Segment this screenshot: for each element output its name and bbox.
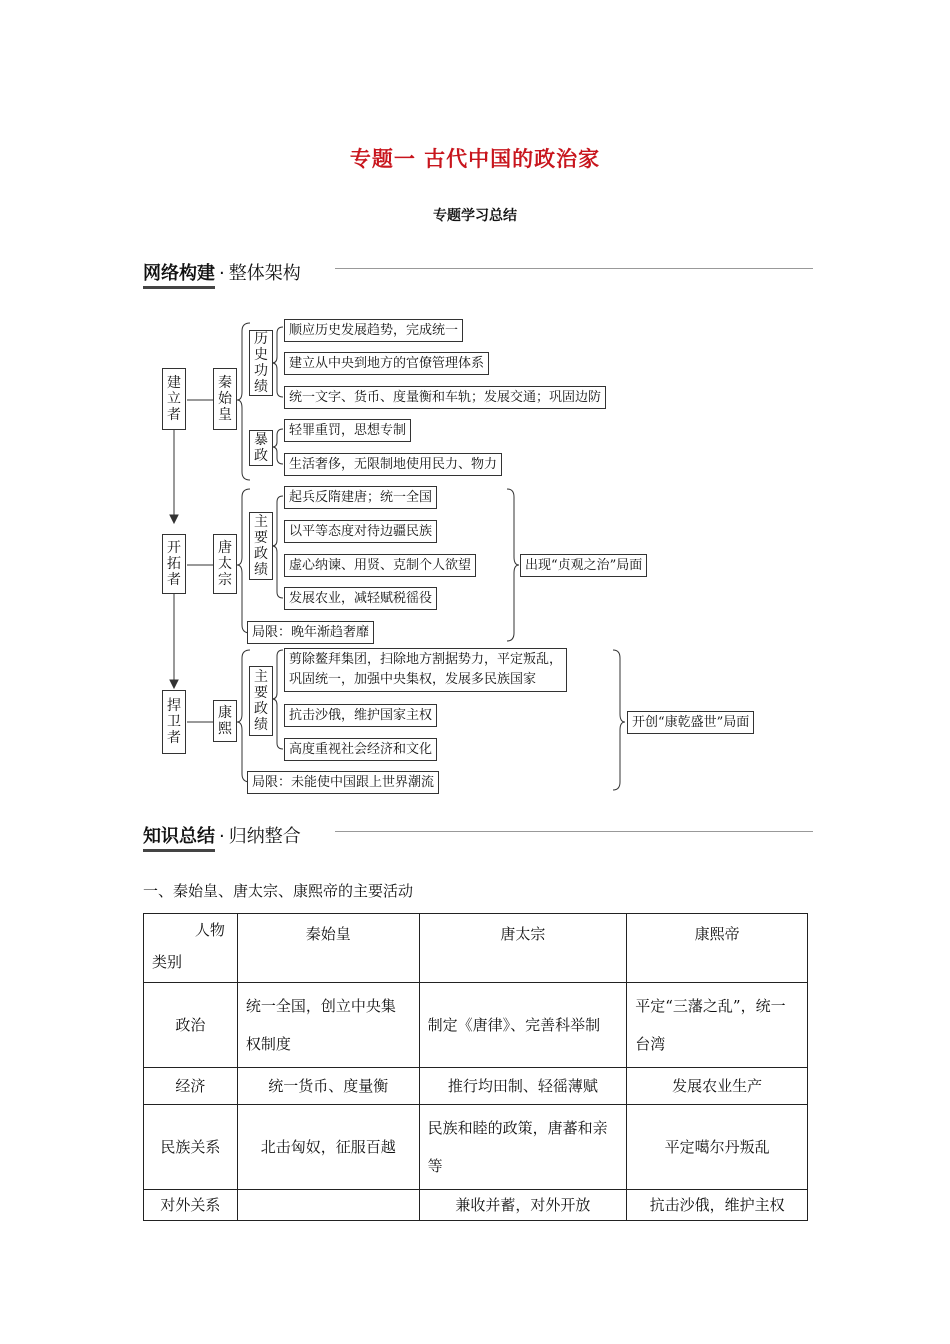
section-header-normal: 整体架构: [228, 263, 301, 284]
tang-item: 发展农业，减轻赋税徭役: [284, 587, 437, 610]
person-kangxi: 康熙: [213, 700, 237, 742]
section-rule: [335, 831, 813, 832]
role-founder: 建立者: [162, 368, 186, 430]
table-header: 秦始皇: [237, 914, 419, 983]
qin-item: 统一文字、货币、度量衡和车轨；发展交通；巩固边防: [284, 386, 606, 409]
table-cell: 平定“三藩之乱”，统一台湾: [627, 983, 808, 1068]
row-label: 对外关系: [144, 1190, 238, 1221]
row-label: 经济: [144, 1068, 238, 1105]
qin-item: 建立从中央到地方的官僚管理体系: [284, 352, 489, 375]
tang-result: 出现“贞观之治”局面: [520, 554, 647, 577]
kangxi-limitation: 局限：未能使中国跟上世界潮流: [247, 771, 439, 794]
section-header-summary: [143, 822, 301, 852]
page-title: 专题一 古代中国的政治家: [349, 147, 601, 171]
page-subtitle: 专题学习总结: [433, 208, 517, 224]
table-header-row: [144, 914, 808, 983]
kangxi-item-line: 剪除鳌拜集团，扫除地方割据势力，平定叛乱，: [289, 652, 563, 667]
table-row: [144, 1190, 808, 1221]
role-defender: 捍卫者: [162, 690, 186, 754]
table-row: [144, 1068, 808, 1105]
table-row: [144, 983, 808, 1068]
table-header: 唐太宗: [419, 914, 627, 983]
tang-item: 以平等态度对待边疆民族: [284, 520, 437, 543]
tang-limitation: 局限：晚年渐趋奢靡: [247, 621, 374, 644]
row-label: 民族关系: [144, 1105, 238, 1190]
section2-heading: 一、秦始皇、唐太宗、康熙帝的主要活动: [143, 882, 414, 900]
person-tang: 唐太宗: [213, 534, 237, 594]
table-cell: 兼收并蓄，对外开放: [419, 1190, 627, 1221]
table-cell: 推行均田制、轻徭薄赋: [419, 1068, 627, 1105]
section-header-bold: 网络构建: [143, 259, 215, 289]
section-header-normal: 归纳整合: [228, 826, 301, 847]
corner-bottom: 类别: [152, 953, 183, 971]
kangxi-item: 抗击沙俄，维护国家主权: [284, 704, 437, 727]
person-qin: 秦始皇: [213, 368, 237, 430]
table-cell: 民族和睦的政策，唐蕃和亲等: [419, 1105, 627, 1190]
table-cell: 统一全国，创立中央集权制度: [237, 983, 419, 1068]
section-header-sep: ·: [219, 826, 225, 847]
tang-item: 虚心纳谏、用贤、克制个人欲望: [284, 554, 476, 577]
table-cell: 统一货币、度量衡: [237, 1068, 419, 1105]
tang-item: 起兵反隋建唐；统一全国: [284, 486, 437, 509]
table-header: 康熙帝: [627, 914, 808, 983]
qin-category-achievements: 历史功绩: [249, 330, 273, 396]
corner-top: 人物: [194, 921, 225, 939]
role-pioneer: 开拓者: [162, 534, 186, 594]
kangxi-item-line: 巩固统一，加强中央集权，发展多民族国家: [289, 672, 537, 687]
section-header-bold: 知识总结: [143, 822, 215, 852]
kangxi-result: 开创“康乾盛世”局面: [627, 711, 754, 734]
qin-item: 生活奢侈，无限制地使用民力、物力: [284, 453, 502, 476]
table-cell: 发展农业生产: [627, 1068, 808, 1105]
qin-item: 顺应历史发展趋势，完成统一: [284, 319, 463, 342]
qin-item: 轻罪重罚，思想专制: [284, 419, 411, 442]
table-cell: [237, 1190, 419, 1221]
table-cell: 抗击沙俄，维护主权: [627, 1190, 808, 1221]
row-label: 政治: [144, 983, 238, 1068]
kangxi-category: 主要政绩: [249, 666, 273, 736]
table-corner-cell: [144, 914, 238, 983]
kangxi-item-multiline: [284, 648, 567, 692]
table-row: [144, 1105, 808, 1190]
table-cell: 北击匈奴，征服百越: [237, 1105, 419, 1190]
tang-category: 主要政绩: [249, 512, 273, 580]
activities-table: [143, 913, 808, 1221]
section-header-sep: ·: [219, 263, 225, 284]
table-cell: 制定《唐律》、完善科举制: [419, 983, 627, 1068]
table-cell: 平定噶尔丹叛乱: [627, 1105, 808, 1190]
qin-category-tyranny: 暴政: [249, 430, 273, 466]
kangxi-item: 高度重视社会经济和文化: [284, 738, 437, 761]
